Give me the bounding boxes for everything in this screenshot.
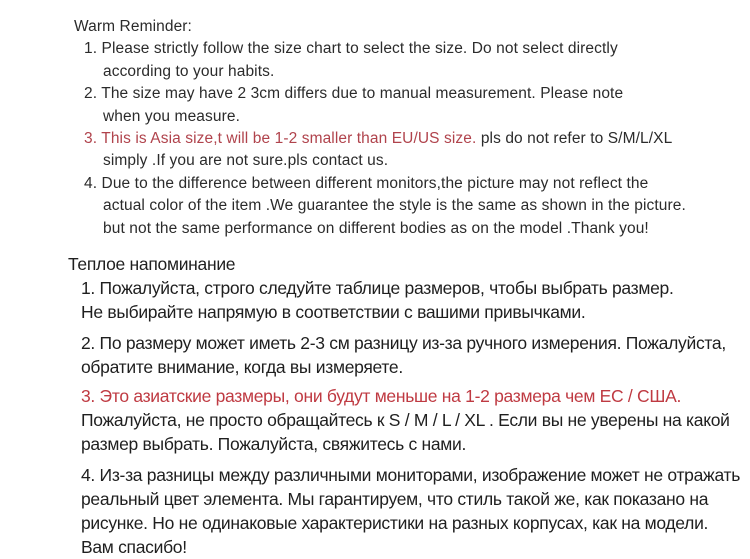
russian-reminder-list	[81, 276, 741, 559]
text-line: actual color of the item .We guarantee the style is the same as shown in the picture.	[103, 197, 686, 215]
english-reminder-title: Warm Reminder:	[74, 18, 192, 35]
english-reminder-list	[84, 38, 734, 240]
text-line: 1. Please strictly follow the size chart to select the size. Do not select directly	[84, 40, 618, 58]
text-line: 2. По размеру может иметь 2-3 см разницу из-за ручного измерения. Пожалуйста,	[81, 332, 726, 353]
text-line: simply .If you are not sure.pls contact us.	[103, 152, 389, 170]
text-line: размер выбрать. Пожалуйста, свяжитесь с нами.	[81, 434, 467, 455]
russian-item-1	[81, 276, 738, 324]
english-item-2	[84, 83, 734, 128]
text-line: реальный цвет элемента. Мы гарантируем, что стиль такой же, как показано на	[81, 488, 709, 509]
english-item-3	[84, 128, 734, 173]
russian-item-3	[81, 384, 738, 457]
text-line: 4. Due to the difference between different monitors,the picture may not reflect the	[84, 174, 649, 192]
text-line: when you measure.	[103, 107, 240, 125]
text-line: Вам спасибо!	[81, 537, 187, 558]
text-line: обратите внимание, когда вы измеряете.	[81, 356, 403, 377]
text-line: but not the same performance on different bodies as on the model .Thank you!	[103, 219, 649, 237]
red-highlight-text: 3. This is Asia size,t will be 1-2 smaller than EU/US size.	[84, 130, 477, 148]
english-item-4	[84, 173, 734, 240]
text-line: 2. The size may have 2 3cm differs due to manual measurement. Please note	[84, 85, 624, 103]
text-line: 4. Из-за разницы между различными мониторами, изображение может не отражать	[81, 464, 741, 485]
text-line	[84, 128, 734, 150]
text-line: Не выбирайте напрямую в соответствии с вашими привычками.	[81, 302, 586, 323]
russian-item-2	[81, 331, 738, 379]
text-line: 1. Пожалуйста, строго следуйте таблице размеров, чтобы выбрать размер.	[81, 278, 674, 299]
text-line: according to your habits.	[103, 62, 275, 80]
russian-reminder-section	[68, 252, 741, 559]
russian-reminder-title: Теплое напоминание	[68, 254, 236, 274]
red-highlight-text: 3. Это азиатские размеры, они будут меньше на 1-2 размера чем ЕС / США.	[81, 386, 682, 407]
russian-item-4	[81, 463, 741, 559]
text-line: рисунке. Но не одинаковые характеристики на разных корпусах, как на модели.	[81, 513, 709, 534]
text-segment: pls do not refer to S/M/L/XL	[476, 130, 673, 148]
english-item-1	[84, 38, 734, 83]
english-reminder-section	[74, 16, 734, 240]
text-line: Пожалуйста, не просто обращайтесь к S / M / L / XL . Если вы не уверены на какой	[81, 410, 730, 431]
